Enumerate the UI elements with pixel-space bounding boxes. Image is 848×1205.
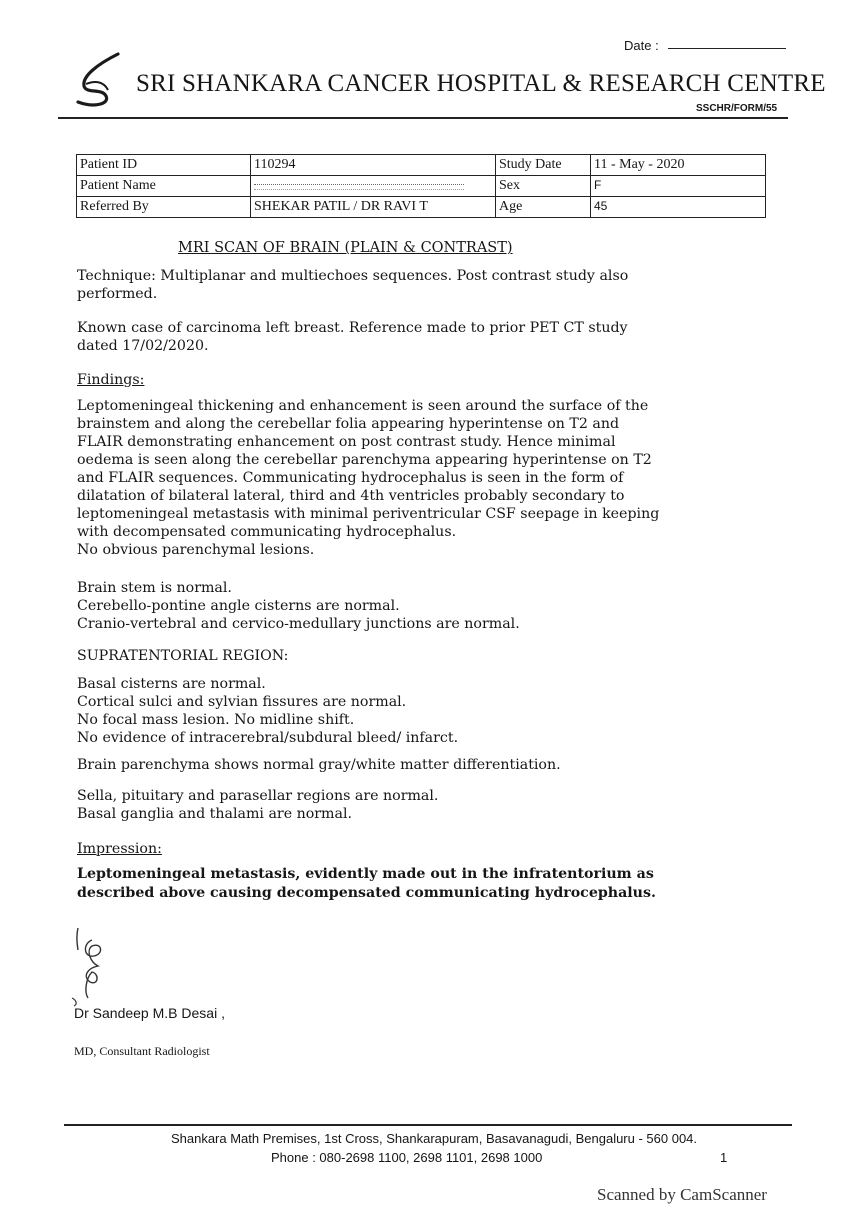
parenchyma-line: Brain parenchyma shows normal gray/white matter differentiation. <box>77 757 561 773</box>
referred-by-value: SHEKAR PATIL / DR RAVI T <box>251 197 496 218</box>
patient-id-label: Patient ID <box>77 155 251 176</box>
sex-value: F <box>591 176 766 197</box>
footer-address: Shankara Math Premises, 1st Cross, Shankarapuram, Basavanagudi, Bengaluru - 560 004. <box>170 1131 698 1146</box>
supratentorial-line: No evidence of intracerebral/subdural bleed/ infarct. <box>77 730 459 746</box>
patient-details-table <box>76 154 766 218</box>
sella-line: Sella, pituitary and parasellar regions are normal. <box>77 788 439 804</box>
findings-line: and FLAIR sequences. Communicating hydrocephalus is seen in the form of <box>77 470 624 486</box>
infratentorial-line: Cerebello-pontine angle cisterns are normal. <box>77 598 400 614</box>
age-value: 45 <box>591 197 766 218</box>
infratentorial-line: Cranio-vertebral and cervico-medullary junctions are normal. <box>77 616 520 632</box>
supratentorial-line: No focal mass lesion. No midline shift. <box>77 712 355 728</box>
impression-line: Leptomeningeal metastasis, evidently made out in the infratentorium as <box>77 866 654 882</box>
form-code: SSCHR/FORM/55 <box>696 103 778 114</box>
impression-line: described above causing decompensated communicating hydrocephalus. <box>77 885 656 901</box>
history-line: dated 17/02/2020. <box>77 338 209 354</box>
findings-line: Leptomeningeal thickening and enhancement is seen around the surface of the <box>77 398 649 414</box>
date-blank-line <box>668 48 786 49</box>
supratentorial-line: Basal cisterns are normal. <box>77 676 266 692</box>
header-divider <box>58 117 788 119</box>
history-line: Known case of carcinoma left breast. Reference made to prior PET CT study <box>77 320 628 336</box>
footer-divider <box>64 1124 792 1126</box>
redaction-mark <box>254 184 464 190</box>
patient-id-value: 110294 <box>251 155 496 176</box>
impression-heading: Impression: <box>77 841 162 857</box>
supratentorial-heading: SUPRATENTORIAL REGION: <box>77 648 289 664</box>
sex-label: Sex <box>496 176 591 197</box>
findings-line: dilatation of bilateral lateral, third and 4th ventricles probably secondary to <box>77 488 625 504</box>
patient-name-label: Patient Name <box>77 176 251 197</box>
table-row <box>77 197 766 218</box>
supratentorial-line: Cortical sulci and sylvian fissures are normal. <box>77 694 407 710</box>
patient-name-value-redacted <box>251 176 496 197</box>
doctor-name: Dr Sandeep M.B Desai , <box>74 1005 225 1021</box>
table-row <box>77 176 766 197</box>
findings-line: leptomeningeal metastasis with minimal periventricular CSF seepage in keeping <box>77 506 660 522</box>
findings-line: brainstem and along the cerebellar folia appearing hyperintense on T2 and <box>77 416 620 432</box>
hospital-swirl-logo-icon <box>68 50 128 110</box>
page-number: 1 <box>720 1150 728 1165</box>
findings-line: FLAIR demonstrating enhancement on post contrast study. Hence minimal <box>77 434 616 450</box>
sella-line: Basal ganglia and thalami are normal. <box>77 806 353 822</box>
findings-heading: Findings: <box>77 372 145 388</box>
signature-mark-icon <box>68 922 128 1010</box>
table-row <box>77 155 766 176</box>
findings-line: oedema is seen along the cerebellar parenchyma appearing hyperintense on T2 <box>77 452 652 468</box>
footer-phone: Phone : 080-2698 1100, 2698 1101, 2698 1000 <box>271 1150 543 1165</box>
infratentorial-line: Brain stem is normal. <box>77 580 232 596</box>
referred-by-label: Referred By <box>77 197 251 218</box>
scanner-watermark: Scanned by CamScanner <box>597 1185 767 1204</box>
technique-line: Technique: Multiplanar and multiechoes sequences. Post contrast study also <box>77 268 629 284</box>
study-date-value: 11 - May - 2020 <box>591 155 766 176</box>
study-date-label: Study Date <box>496 155 591 176</box>
age-label: Age <box>496 197 591 218</box>
doctor-title: MD, Consultant Radiologist <box>74 1044 210 1058</box>
report-title: MRI SCAN OF BRAIN (PLAIN & CONTRAST) <box>178 240 513 256</box>
technique-line: performed. <box>77 286 158 302</box>
findings-line: No obvious parenchymal lesions. <box>77 542 315 558</box>
hospital-name: SRI SHANKARA CANCER HOSPITAL & RESEARCH CENTRE <box>136 70 826 97</box>
findings-line: with decompensated communicating hydrocephalus. <box>77 524 457 540</box>
date-label: Date : <box>624 38 659 53</box>
